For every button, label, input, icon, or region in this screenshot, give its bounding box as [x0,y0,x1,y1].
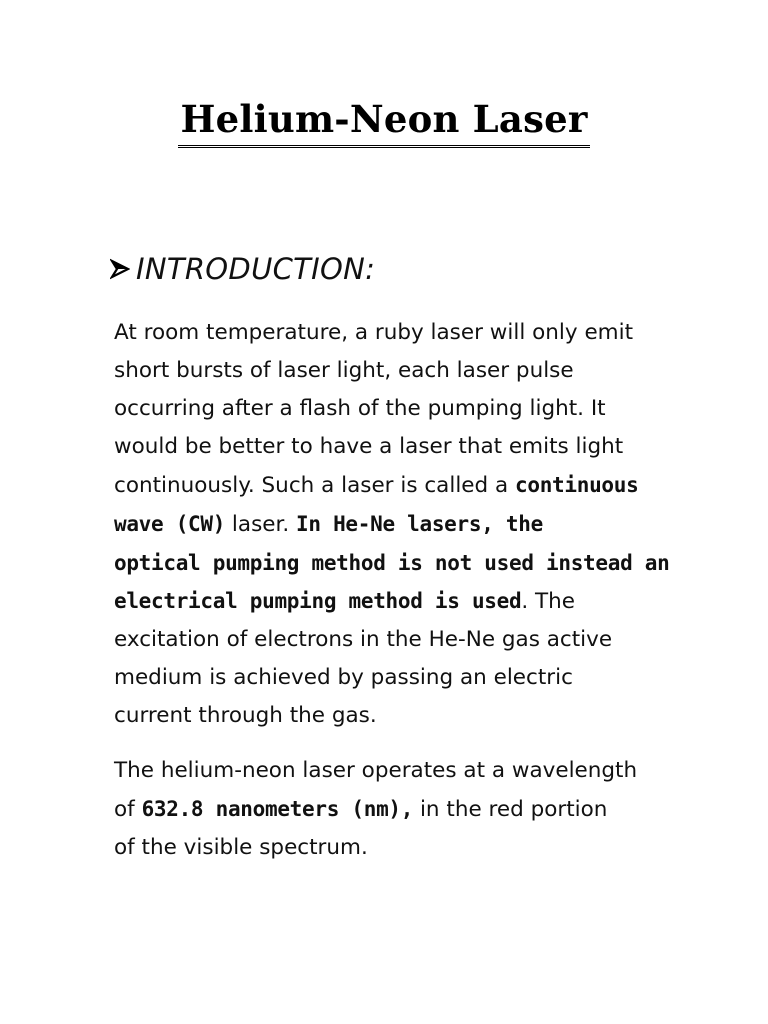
title-container [0,96,768,148]
text-line: would be better to have a laser that emits light [114,434,624,459]
bold-term-continuous: continuous [515,473,639,497]
text-run: . The [521,589,575,614]
bold-text-run: electrical pumping method is used [114,589,522,613]
text-line: occurring after a flash of the pumping light. It [114,396,606,421]
bold-text-run: In He-Ne lasers, the [296,512,543,536]
text-line [114,790,714,829]
text-line: medium is achieved by passing an electric [114,665,573,690]
text-run: in the red portion [413,797,608,822]
text-run: continuously. Such a laser is called a [114,473,516,498]
text-run: of [114,797,142,822]
section-heading-introduction [110,252,375,286]
text-line [114,466,714,505]
text-line: short bursts of laser light, each laser pulse [114,358,574,383]
bold-term-wave-cw: wave (CW) [114,512,226,536]
document-title: Helium-Neon Laser [178,96,589,148]
bold-text-line: optical pumping method is not used instead an [114,551,670,575]
text-line [114,505,714,544]
text-line: current through the gas. [114,703,377,728]
text-line: At room temperature, a ruby laser will only emit [114,320,634,345]
section-heading-text: INTRODUCTION: [136,252,376,286]
paragraph-1 [114,314,714,735]
text-line: of the visible spectrum. [114,835,368,860]
text-line: excitation of electrons in the He-Ne gas active [114,627,613,652]
text-line: The helium-neon laser operates at a wavelength [114,758,638,783]
text-run: laser. [225,512,297,537]
text-line [114,582,714,621]
paragraph-2 [114,752,714,867]
bold-term-wavelength: 632.8 nanometers (nm), [141,797,414,821]
arrow-bullet-icon [110,257,130,281]
